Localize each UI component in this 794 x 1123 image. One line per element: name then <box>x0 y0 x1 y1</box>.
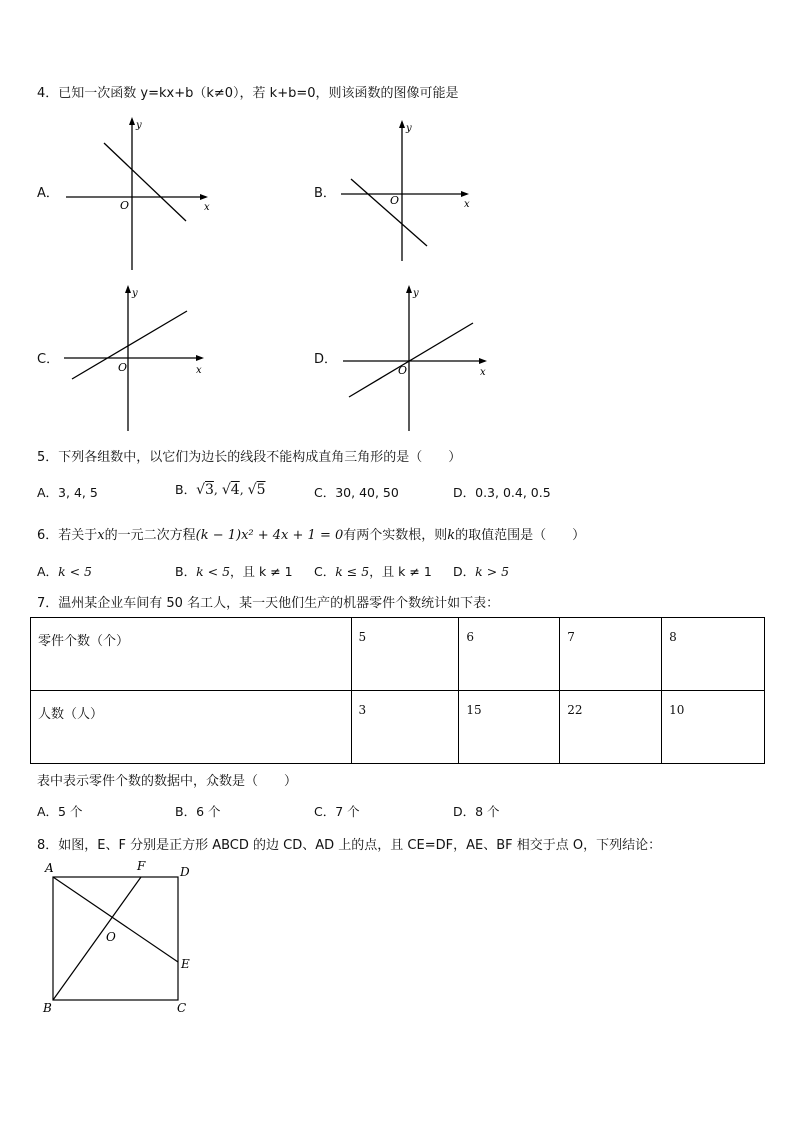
table-cell: 零件个数（个） <box>31 618 352 691</box>
q4-option-c-label: C． <box>37 352 60 367</box>
q6-option-c: C．k ≤ 5，且 k ≠ 1 <box>314 564 432 579</box>
origin-label: O <box>390 194 400 207</box>
origin-label: O <box>120 199 130 212</box>
q5-option-a: A．3, 4, 5 <box>37 485 98 500</box>
q4-option-a-label: A． <box>37 186 59 201</box>
sqrt-4: √4 <box>221 482 240 498</box>
y-axis-label: y <box>406 123 412 134</box>
x-axis-label: x <box>480 367 486 378</box>
table-cell: 15 <box>459 691 560 764</box>
function-line <box>104 143 186 221</box>
x-axis-arrow <box>479 358 487 364</box>
q5-option-b: B．√3, √4, √5 <box>175 482 266 498</box>
segment-bf <box>53 877 141 1000</box>
point-f-label: F <box>137 859 146 873</box>
q4-graph-d <box>335 283 495 433</box>
table-cell: 5 <box>351 618 459 691</box>
q4-graph-c <box>60 283 210 433</box>
q7-stem: 7．温州某企业车间有 50 名工人，某一天他们生产的机器零件个数统计如下表： <box>37 596 500 611</box>
x-axis-arrow <box>196 355 204 361</box>
x-axis-arrow <box>461 191 469 197</box>
table-cell: 7 <box>560 618 662 691</box>
table-cell: 22 <box>560 691 662 764</box>
q6-stem: 6．若关于x的一元二次方程(k − 1)x² + 4x + 1 = 0有两个实数根，则k的取值范围是（ ） <box>37 528 586 543</box>
y-axis-arrow <box>125 285 131 293</box>
q8-stem: 8．如图，E、F 分别是正方形 ABCD 的边 CD、AD 上的点，且 CE=DF，AE、BF 相交于点 O，下列结论： <box>37 838 662 853</box>
y-axis-label: y <box>413 288 419 299</box>
function-line <box>351 179 427 246</box>
q7-option-c: C．7 个 <box>314 804 360 819</box>
y-axis-arrow <box>129 117 135 125</box>
q4-option-d-label: D． <box>314 352 338 367</box>
q7-option-b: B．6 个 <box>175 804 221 819</box>
q4-option-b-label: B． <box>314 186 336 201</box>
sqrt-5: √5 <box>247 482 266 498</box>
point-c-label: C <box>177 1001 187 1015</box>
q6-option-a: A．k < 5 <box>37 564 93 579</box>
table-cell: 3 <box>351 691 459 764</box>
q5-stem: 5．下列各组数中，以它们为边长的线段不能构成直角三角形的是（ ） <box>37 450 462 465</box>
x-axis-label: x <box>196 365 202 376</box>
q8-square-figure <box>38 858 208 1018</box>
q6-equation: (k − 1)x² + 4x + 1 = 0 <box>195 528 344 543</box>
q4-graph-b <box>335 118 475 268</box>
point-o-label: O <box>106 930 116 944</box>
origin-label: O <box>398 364 408 377</box>
table-cell: 8 <box>662 618 765 691</box>
q5-option-b-label: B． <box>175 482 197 497</box>
segment-ae <box>53 877 178 962</box>
sqrt-3: √3 <box>196 482 214 498</box>
point-a-label: A <box>45 861 54 875</box>
x-axis-label: x <box>204 202 210 213</box>
function-line <box>349 323 473 397</box>
y-axis-label: y <box>136 120 142 131</box>
q6-option-b: B．k < 5，且 k ≠ 1 <box>175 564 293 579</box>
table-row <box>31 691 765 764</box>
table-cell: 6 <box>459 618 560 691</box>
q5-option-c: C．30, 40, 50 <box>314 485 399 500</box>
q7-option-a: A．5 个 <box>37 804 83 819</box>
y-axis-label: y <box>132 288 138 299</box>
function-line <box>72 311 187 379</box>
q4-graph-a <box>58 115 218 275</box>
q5-option-d: D．0.3, 0.4, 0.5 <box>453 485 551 500</box>
y-axis-arrow <box>406 285 412 293</box>
table-cell: 人数（人） <box>31 691 352 764</box>
q7-question: 表中表示零件个数的数据中，众数是（ ） <box>37 774 298 789</box>
x-axis-arrow <box>200 194 208 200</box>
point-e-label: E <box>181 957 190 971</box>
table-cell: 10 <box>662 691 765 764</box>
x-axis-label: x <box>464 199 470 210</box>
y-axis-arrow <box>399 120 405 128</box>
q7-option-d: D．8 个 <box>453 804 500 819</box>
point-b-label: B <box>43 1001 52 1015</box>
origin-label: O <box>118 361 128 374</box>
q7-table <box>30 617 765 764</box>
q6-option-d: D．k > 5 <box>453 564 510 579</box>
point-d-label: D <box>180 865 190 879</box>
q4-stem: 4．已知一次函数 y=kx+b（k≠0），若 k+b=0，则该函数的图像可能是 <box>37 86 459 101</box>
table-row <box>31 618 765 691</box>
